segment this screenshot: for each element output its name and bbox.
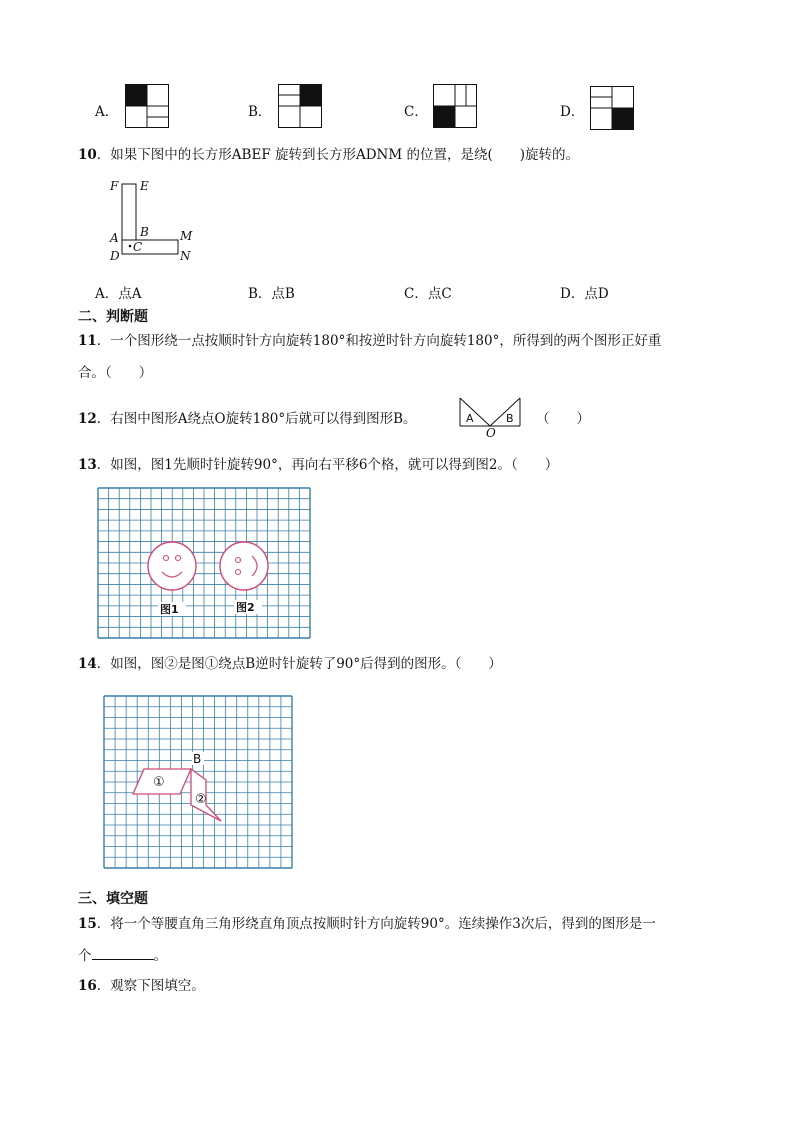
question-number: 15 xyxy=(78,916,97,932)
label-o: O xyxy=(486,426,496,440)
q12-answer-bracket: （ ） xyxy=(536,411,590,427)
grid-lines xyxy=(98,488,310,638)
question-number: 14 xyxy=(78,656,97,672)
label-d: D xyxy=(110,249,120,263)
question-text: ．如图，图1先顺时针旋转90°，再向右平移6个格，就可以得到图2。（ ） xyxy=(96,457,559,473)
q15-stem-line1 xyxy=(78,915,656,933)
text-pre: 个 xyxy=(78,948,92,964)
option-letter: B． xyxy=(248,104,272,120)
question-text: ．将一个等腰直角三角形绕直角顶点按顺时针方向旋转90°。连续操作3次后，得到的图形是一 xyxy=(96,916,656,932)
label-e: E xyxy=(140,179,149,193)
label-c: C xyxy=(133,240,143,254)
q9-option-c-figure xyxy=(433,84,477,128)
smiley-face-fig2 xyxy=(220,542,268,590)
q10-figure xyxy=(106,176,206,266)
question-number: 13 xyxy=(78,457,97,473)
label-one: ① xyxy=(153,775,165,790)
label-b: B xyxy=(140,225,149,239)
q16-stem xyxy=(78,977,205,995)
label-b: B xyxy=(506,412,514,425)
text-post: 。 xyxy=(153,948,167,964)
question-number: 10 xyxy=(78,147,97,163)
answer-blank[interactable] xyxy=(92,945,154,960)
q10-option-c: C．点C xyxy=(404,286,452,302)
question-text: ．一个图形绕一点按顺时针方向旋转180°和按逆时针方向旋转180°，所得到的两个图形正好重 xyxy=(96,333,662,349)
question-number: 11 xyxy=(78,333,97,349)
label-a: A xyxy=(110,231,119,245)
question-text: ．观察下图填空。 xyxy=(96,978,205,994)
q15-stem-line2 xyxy=(78,945,167,965)
q14-stem xyxy=(78,655,502,673)
q14-grid-figure xyxy=(104,696,292,868)
option-letter: C． xyxy=(404,104,428,120)
option-letter: A． xyxy=(95,104,119,120)
label-n: N xyxy=(180,249,191,263)
question-text: ．如果下图中的长方形ABEF 旋转到长方形ADNM 的位置，是绕( )旋转的。 xyxy=(96,147,580,163)
q10-option-d: D．点D xyxy=(560,286,609,302)
label-fig1: 图1 xyxy=(160,603,179,616)
option-letter: D． xyxy=(560,104,585,120)
q9-option-b-figure xyxy=(278,84,322,128)
label-f: F xyxy=(110,179,119,193)
q9-option-a xyxy=(95,100,118,120)
q9-option-a-figure xyxy=(125,84,169,128)
question-number: 16 xyxy=(78,978,97,994)
q9-option-c xyxy=(404,100,428,120)
question-text: ．右图中图形A绕点O旋转180°后就可以得到图形B。 xyxy=(96,411,417,427)
section-title-fill-blank: 三、填空题 xyxy=(78,891,148,907)
q9-option-d xyxy=(560,100,584,120)
label-fig2: 图2 xyxy=(236,601,255,614)
q11-stem-line2: 合。（ ） xyxy=(78,365,153,381)
q13-grid-figure xyxy=(98,488,310,638)
label-two: ② xyxy=(195,792,207,807)
label-m: M xyxy=(180,229,193,243)
question-text: ．如图，图②是图①绕点B逆时针旋转了90°后得到的图形。（ ） xyxy=(96,656,502,672)
q10-option-b: B．点B xyxy=(248,286,295,302)
q9-option-d-figure xyxy=(590,86,634,130)
smiley-face-fig1 xyxy=(148,542,196,590)
label-b: B xyxy=(193,752,202,766)
q10-stem xyxy=(78,146,579,164)
label-a: A xyxy=(466,412,474,425)
q9-option-b xyxy=(248,100,271,120)
section-title-judgement: 二、判断题 xyxy=(78,309,148,325)
q10-option-a: A．点A xyxy=(95,286,142,302)
question-number: 12 xyxy=(78,411,97,427)
q12-stem xyxy=(78,410,417,428)
q13-stem xyxy=(78,456,558,474)
q12-figure xyxy=(458,396,524,438)
q11-stem-line1 xyxy=(78,332,661,350)
